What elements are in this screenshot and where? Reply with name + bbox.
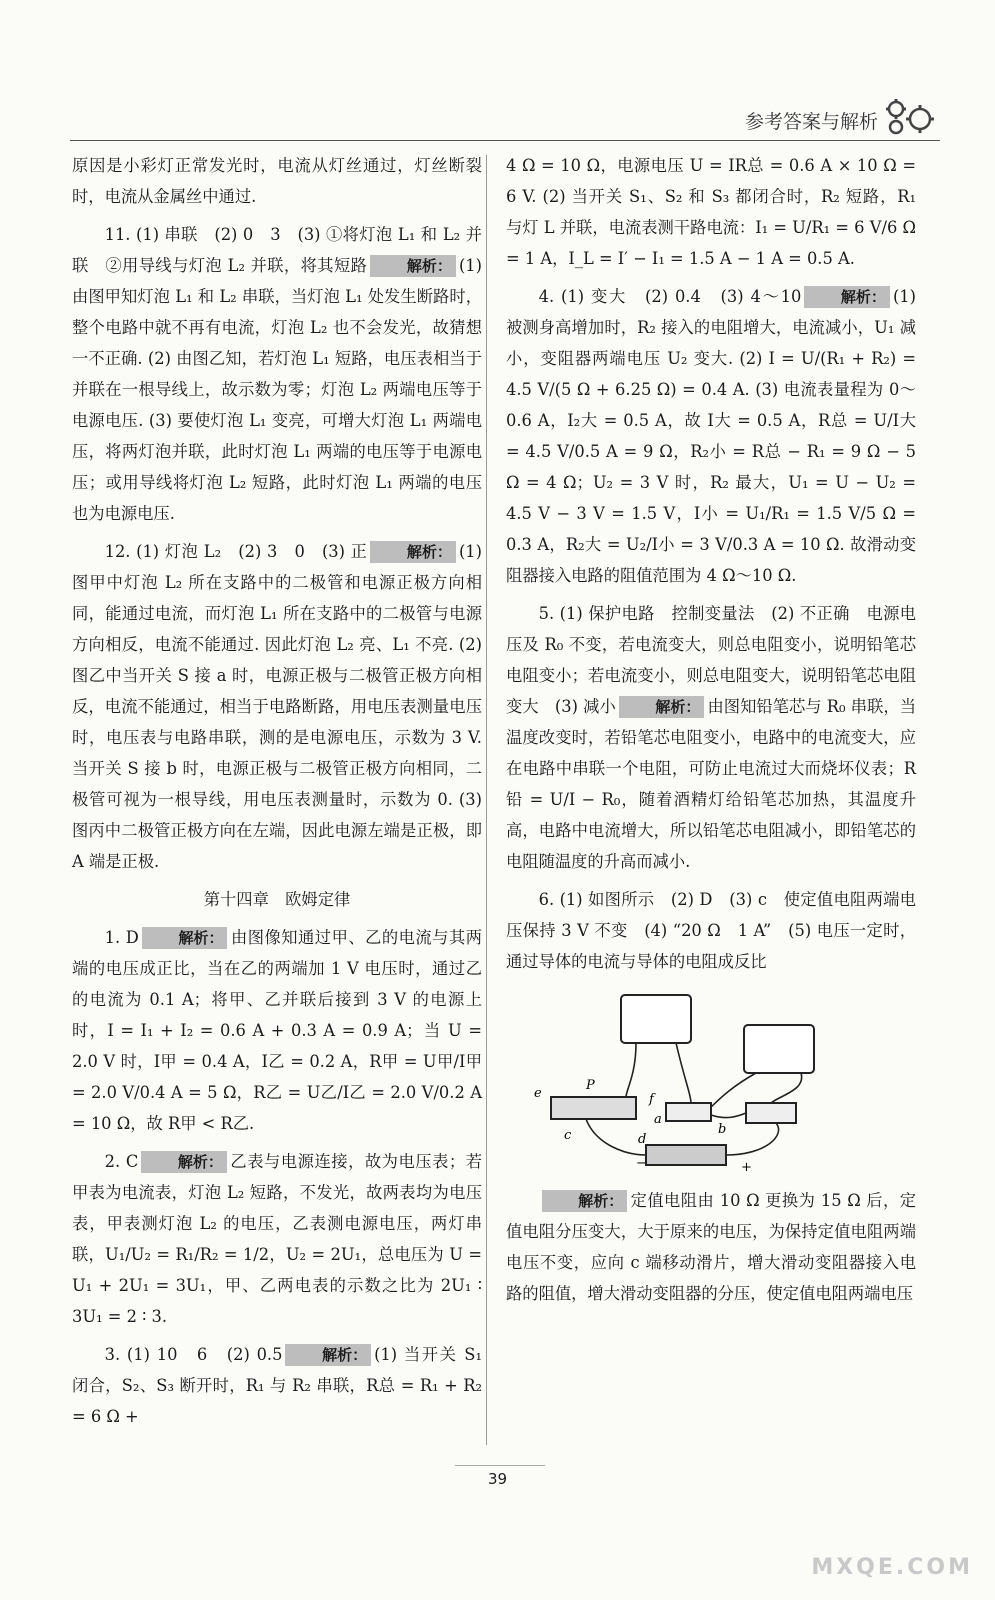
analysis-text: (1) 当开关 S₁ 闭合，S₂、S₃ 断开时，R₁ 与 R₂ 串联，R总 = R₁ + R₂ = 6 Ω + (72, 1345, 482, 1426)
gears-icon (882, 97, 940, 137)
analysis-tag: 解析： (619, 696, 705, 718)
analysis-tag: 解析： (370, 541, 456, 563)
analysis-tag: 解析： (285, 1344, 371, 1366)
left-column (72, 150, 482, 1439)
header-title: 参考答案与解析 (744, 111, 878, 133)
figure-label: b (718, 1122, 727, 1137)
right-column (506, 150, 916, 1316)
page-number: 39 (487, 1470, 508, 1488)
wire (711, 1113, 746, 1118)
analysis-text: (1) 被测身高增加时，R₂ 接入的电阻增大，电流减小，U₁ 减小，变阻器两端电压 U₂ 变大. (2) I = U/(R₁ + R₂) = 4.5 V/(5 Ω + 6.25 Ω) = 0.4 A. (3) 电流表量程为 0～0.6 A，I₂大 = 0.5 A，故 I大 = 0.5 A，R总 = U/I大 = 4.5 V/0.5 A = 9 Ω，R₂小 = R总 − R₁ = 9 Ω − 5 Ω = 4 Ω；U₂ = 3 V 时，R₂ 最大，U₁ = U − U₂ = 4.5 V − 3 V = 1.5 V，I小 = U₁/R₁ = 1.5 V/5 Ω = 0.3 A，R₂大 = U₂/I小 = 3 V/0.3 A = 10 Ω. 故滑动变阻器接入电路的阻值范围为 4 Ω～10 Ω. (506, 287, 916, 585)
figure-label: − (636, 1156, 647, 1171)
analysis-tag: 解析： (141, 1151, 227, 1173)
rheostat (551, 1097, 636, 1119)
analysis-text: (1) 由图甲知灯泡 L₁ 和 L₂ 串联，当灯泡 L₁ 处发生断路时，整个电路中就不再有电流，灯泡 L₂ 也不会发光，故猜想一不正确. (2) 由图乙知，若灯泡 L₁ 短路，电压表相当于并联在一根导线上，故示数为零；灯泡 L₂ 两端电压等于电源电压. (3) 要使灯泡 L₁ 变亮，可增大灯泡 L₁ 两端电压，将两灯泡并联，此时灯泡 L₁ 两端的电压等于电源电压；或用导线将灯泡 L₂ 短路，此时灯泡 L₁ 两端的电压也为电源电压. (72, 256, 482, 523)
figure-label: f (649, 1092, 654, 1107)
analysis-tag: 解析： (142, 927, 228, 949)
answer-paragraph (72, 1146, 482, 1332)
figure-label: d (638, 1132, 647, 1147)
paragraph-continued: 原因是小彩灯正常发光时，电流从灯丝通过，灯丝断裂时，电流从金属丝中通过. (72, 156, 482, 206)
answer-paragraph (506, 1185, 916, 1309)
analysis-tag: 解析： (370, 255, 456, 277)
answer-text: 3. (1) 10 6 (2) 0.5 (104, 1345, 283, 1364)
wire (626, 1043, 636, 1097)
analysis-text: 由图像知通过甲、乙的电流与其两端的电压成正比，当在乙的两端加 1 V 电压时，通过乙的电流为 0.1 A；将甲、乙并联后接到 3 V 的电源上时，I = I₁ + I₂ = 0.6 A + 0.3 A = 0.9 A；当 U = 2.0 V 时，I甲 = 0.4 A，I乙 = 0.2 A，R甲 = U甲/I甲 = 2.0 V/0.4 A = 5 Ω，R乙 = U乙/I乙 = 2.0 V/0.2 A = 10 Ω，故 R甲 < R乙. (72, 928, 482, 1133)
resistor (666, 1103, 711, 1121)
analysis-tag: 解析： (804, 286, 890, 308)
figure-label: + (741, 1160, 752, 1175)
answer-paragraph (72, 536, 482, 877)
switch (746, 1103, 796, 1123)
answer-paragraph (506, 281, 916, 591)
watermark: MXQE.COM (811, 1555, 973, 1580)
voltmeter (744, 1025, 814, 1073)
paragraph-continued: 4 Ω = 10 Ω，电源电压 U = IR总 = 0.6 A × 10 Ω = 6 V. (2) 当开关 S₁、S₂ 和 S₃ 都闭合时，R₂ 短路，R₁ 与灯 L 并联，电流表测干路电流：I₁ = U/R₁ = 6 V/6 Ω = 1 A，I_L = I′ − I₁ = 1.5 A − 1 A = 0.5 A. (506, 156, 916, 268)
chapter-heading: 第十四章 欧姆定律 (203, 890, 351, 909)
answer-text: 2. C (104, 1152, 139, 1171)
figure-label: a (654, 1112, 662, 1127)
figure-label: e (534, 1086, 542, 1101)
wire (586, 1119, 646, 1155)
answer-text: 12. (1) 灯泡 L₂ (2) 3 0 (3) 正 (104, 542, 368, 561)
answer-text: 11. (1) 串联 (2) 0 3 (3) ①将灯泡 L₁ 和 L₂ 并联 ②用导线与灯泡 L₂ 并联，将其短路 (72, 225, 482, 275)
wire (676, 1043, 691, 1103)
answer-text: 1. D (104, 928, 139, 947)
answer-paragraph (506, 884, 916, 977)
ammeter (621, 995, 691, 1043)
answer-text: 5. (1) 保护电路 控制变量法 (2) 不正确 电源电压及 R₀ 不变，若电流变大，则总电阻变小，说明铅笔芯电阻变小；若电流变小，则总电阻变大，说明铅笔芯电阻变大 (3) 减小 (506, 604, 916, 716)
battery (646, 1145, 726, 1165)
analysis-text: 乙表与电源连接，故为电压表；若甲表为电流表，灯泡 L₂ 短路，不发光，故两表均为电压表，甲表测灯泡 L₂ 的电压，乙表测电源电压，两灯串联，U₁/U₂ = R₁/R₂ = 1/2，U₂ = 2U₁，总电压为 U = U₁ + 2U₁ = 3U₁，甲、乙两电表的示数之比为 2U₁ ∶ 3U₁ = 2 ∶ 3. (72, 1152, 482, 1326)
figure-label: P (586, 1078, 595, 1093)
answer-paragraph (72, 219, 482, 529)
answer-text: 4. (1) 变大 (2) 0.4 (3) 4～10 (538, 287, 802, 306)
wire (726, 1123, 779, 1155)
wire (711, 1073, 756, 1107)
analysis-text: 由图知铅笔芯与 R₀ 串联，当温度改变时，若铅笔芯电阻变小，电路中的电流变大，应在电路中串联一个电阻，可防止电流过大而烧坏仪表；R铅 = U/I − R₀，随着酒精灯给铅笔芯加热，其温度升高，电路中电流增大，所以铅笔芯电阻减小，即铅笔芯的电阻随温度的升高而减小. (506, 697, 916, 871)
page-header (70, 95, 940, 141)
page-number-rule (455, 1465, 545, 1466)
wire (771, 1073, 802, 1103)
analysis-text: 定值电阻由 10 Ω 更换为 15 Ω 后，定值电阻分压变大，大于原来的电压，为保持定值电阻两端电压不变，应向 c 端移动滑片，增大滑动变阻器接入电路的阻值，增大滑动变阻器的分压，使定值电阻两端电压 (506, 1191, 916, 1303)
answer-paragraph (72, 922, 482, 1139)
column-divider (486, 155, 487, 1445)
answer-paragraph (506, 598, 916, 877)
figure-label: c (564, 1128, 572, 1143)
answer-paragraph (72, 1339, 482, 1432)
circuit-figure (526, 985, 896, 1175)
analysis-tag: 解析： (542, 1190, 628, 1212)
answer-text: 6. (1) 如图所示 (2) D (3) c 使定值电阻两端电压保持 3 V 不变 (4) “20 Ω 1 A” (5) 电压一定时，通过导体的电流与导体的电阻成反比 (506, 890, 916, 971)
analysis-text: (1) 图甲中灯泡 L₂ 所在支路中的二极管和电源正极方向相同，能通过电流，而灯泡 L₁ 所在支路中的二极管与电源方向相反，电流不能通过. 因此灯泡 L₂ 亮、L₁ 不亮. (2) 图乙中当开关 S 接 a 时，电源正极与二极管正极方向相反，电流不能通过，相当于电路断路，用电压表测量电压时，电压表与电路串联，测的是电源电压，示数为 3 V. 当开关 S 接 b 时，电源正极与二极管正极方向相同，二极管可视为一根导线，用电压表测量时，示数为 0. (3) 图丙中二极管正极方向在左端，因此电源左端是正极，即 A 端是正极. (72, 542, 482, 871)
